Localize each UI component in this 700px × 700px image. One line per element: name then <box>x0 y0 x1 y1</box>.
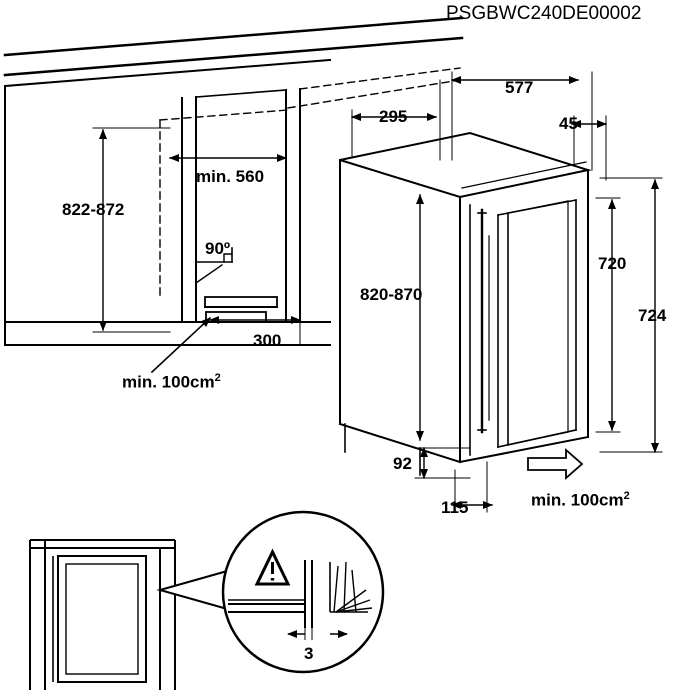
document-code: PSGBWC240DE00002 <box>446 3 642 24</box>
dimension-top-577: 577 <box>505 78 534 97</box>
vent-front-superscript: 2 <box>214 372 221 384</box>
vent-front-label <box>122 373 221 391</box>
dimension-appliance-height: 820-870 <box>360 285 423 304</box>
vent-rear-superscript: 2 <box>623 490 630 502</box>
dimension-depth-115: 115 <box>441 498 469 517</box>
dimension-top-295: 295 <box>379 107 408 126</box>
dimension-gap-3: 3 <box>304 644 314 663</box>
dimension-door-height: 720 <box>598 254 627 273</box>
dimension-front-width: 300 <box>253 331 282 350</box>
dimension-angle: 90º <box>205 239 231 258</box>
dimension-plinth-92: 92 <box>393 454 412 473</box>
vent-front-text: min. 100cm <box>122 372 215 392</box>
dimension-total-height: 724 <box>638 306 667 325</box>
vent-rear-text: min. 100cm <box>531 490 624 510</box>
dimension-niche-height: 822-872 <box>62 200 125 219</box>
dimension-niche-depth: min. 560 <box>196 167 265 186</box>
dimension-offset-45: 45 <box>559 114 578 133</box>
vent-rear-label <box>531 491 630 509</box>
